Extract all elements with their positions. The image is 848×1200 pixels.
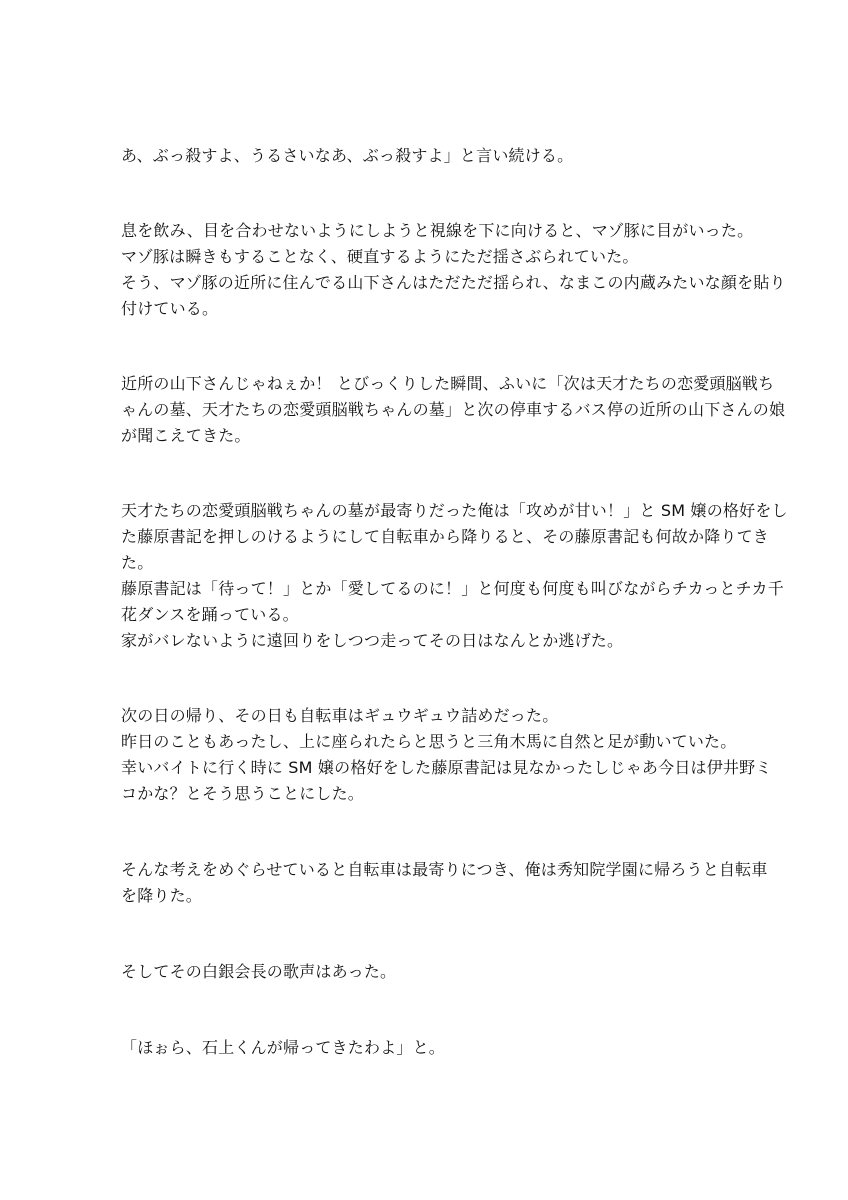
text-line: 昨日のこともあったし、上に座られたらと思うと三角木馬に自然と足が動いていた。 — [121, 732, 737, 751]
text-line: そしてその白銀会長の歌声はあった。 — [121, 962, 397, 981]
text-line: 「ほぉら、石上くんが帰ってきたわよ」と。 — [121, 1038, 446, 1057]
text-line: あ、ぶっ殺すよ、うるさいなあ、ぶっ殺すよ」と言い続ける。 — [121, 146, 574, 165]
text-line: マゾ豚は瞬きもすることなく、硬直するようにただ揺さぶられていた。 — [121, 247, 639, 266]
text-line: そう、マゾ豚の近所に住んでる山下さんはただただ揺られ、なまこの内蔵みたいな顔を貼り — [121, 273, 786, 292]
text-line: 幸いバイトに行く時に SM 嬢の格好をした藤原書記は見なかったしじゃあ今日は伊井野ミ — [121, 758, 772, 777]
text-line: た。 — [121, 553, 154, 572]
text-line: コかな？とそう思うことにした。 — [121, 784, 365, 803]
text-line: そんな考えをめぐらせていると自転車は最寄りにつき、俺は秀知院学園に帰ろうと自転車 — [121, 860, 768, 879]
text-line: 次の日の帰り、その日も自転車はギュウギュウ詰めだった。 — [121, 706, 559, 725]
text-line: 藤原書記は「待って！」とか「愛してるのに！」と何度も何度も叫びながらチカっとチカ千 — [121, 579, 784, 598]
text-line: 近所の山下さんじゃねぇか！ とびっくりした瞬間、ふいに「次は天才たちの恋愛頭脳戦ち — [121, 374, 775, 393]
text-line: 付けている。 — [121, 299, 219, 318]
text-line: が聞こえてきた。 — [121, 426, 251, 445]
text-line: 家がバレないように遠回りをしつつ走ってその日はなんとか逃げた。 — [121, 631, 624, 650]
text-line: 花ダンスを踊っている。 — [121, 605, 299, 624]
text-line: た藤原書記を押しのけるようにして自転車から降りると、その藤原書記も何故か降りてき — [121, 527, 770, 546]
text-line: 息を飲み、目を合わせないようにしようと視線を下に向けると、マゾ豚に目がいった。 — [121, 221, 754, 240]
text-line: 天才たちの恋愛頭脳戦ちゃんの墓が最寄りだった俺は「攻めが甘い！」と SM 嬢の格好をし — [121, 501, 788, 520]
text-line: ゃんの墓、天才たちの恋愛頭脳戦ちゃんの墓」と次の停車するバス停の近所の山下さんの娘 — [121, 400, 786, 419]
text-line: を降りた。 — [121, 886, 203, 905]
